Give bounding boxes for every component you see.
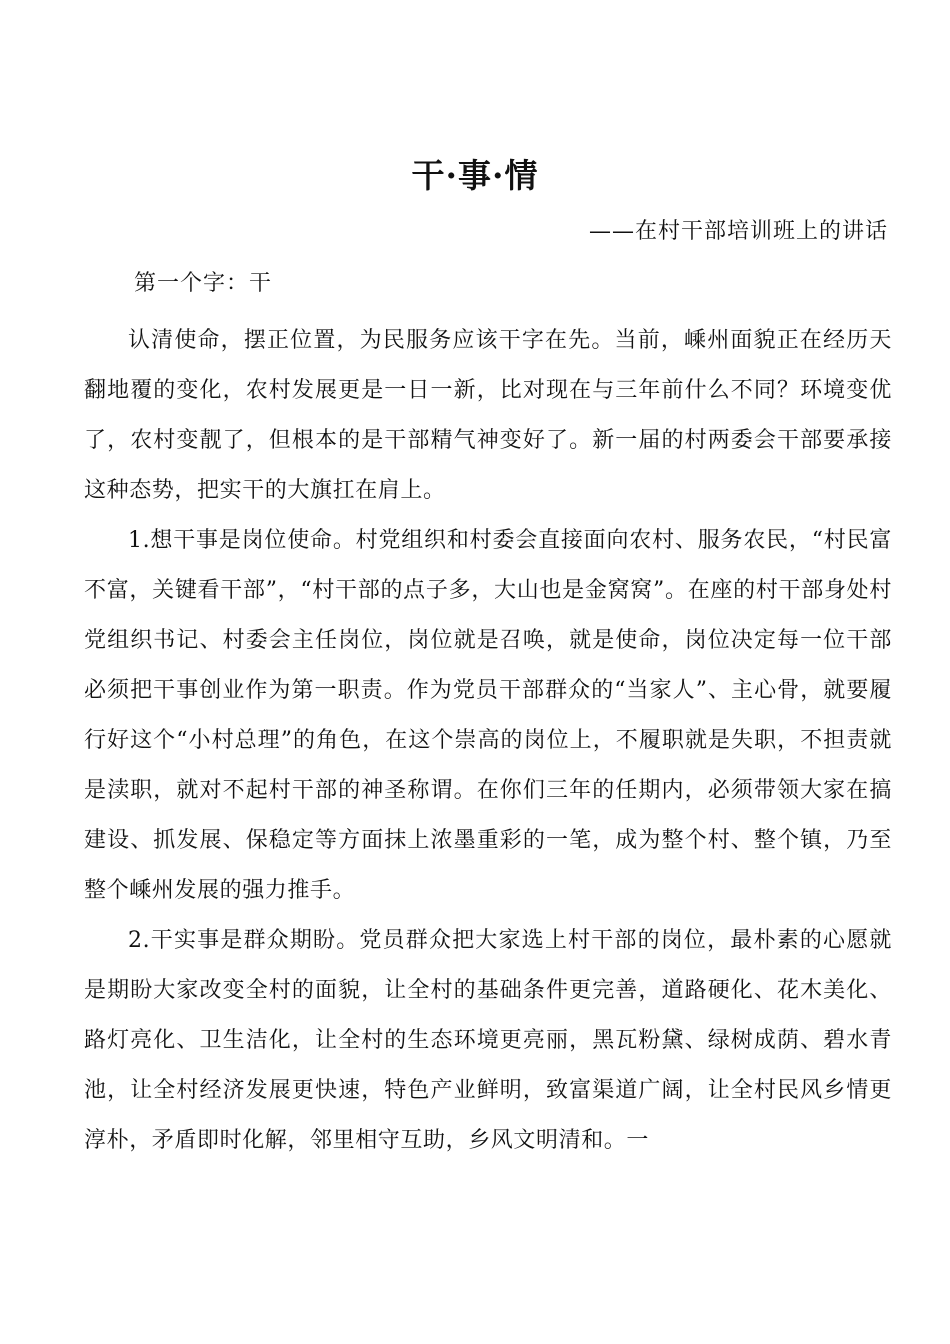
document-body [84, 316, 892, 1166]
paragraph-point-1: 1.想干事是岗位使命。村党组织和村委会直接面向农村、服务农民，“村民富不富，关键看干部”，“村干部的点子多，大山也是金窝窝”。在座的村干部身处村党组织书记、村委会主任岗位，岗位就是召唤，就是使命，岗位决定每一位干部必须把干事创业作为第一职责。作为党员干部群众的“当家人”、主心骨，就要履行好这个“小村总理”的角色，在这个崇高的岗位上，不履职就是失职，不担责就是渎职，就对不起村干部的神圣称谓。在你们三年的任期内，必须带领大家在搞建设、抓发展、保稳定等方面抹上浓墨重彩的一笔，成为整个村、整个镇，乃至整个嵊州发展的强力推手。 [84, 528, 892, 903]
page-subtitle: ——在村干部培训班上的讲话 [588, 219, 888, 244]
page-title: 干·事·情 [411, 156, 539, 195]
paragraph-intro: 认清使命，摆正位置，为民服务应该干字在先。当前，嵊州面貌正在经历天翻地覆的变化，农村发展更是一日一新，比对现在与三年前什么不同？环境变优了，农村变靓了，但根本的是干部精气神变好了。新一届的村两委会干部要承接这种态势，把实干的大旗扛在肩上。 [84, 328, 892, 503]
section-heading: 第一个字：干 [134, 271, 273, 296]
paragraph-point-2: 2.干实事是群众期盼。党员群众把大家选上村干部的岗位，最朴素的心愿就是期盼大家改变全村的面貌，让全村的基础条件更完善，道路硬化、花木美化、路灯亮化、卫生洁化，让全村的生态环境更亮丽，黑瓦粉黛、绿树成荫、碧水青池，让全村经济发展更快速，特色产业鲜明，致富渠道广阔，让全村民风乡情更淳朴，矛盾即时化解，邻里相守互助，乡风文明清和。一 [84, 928, 892, 1153]
